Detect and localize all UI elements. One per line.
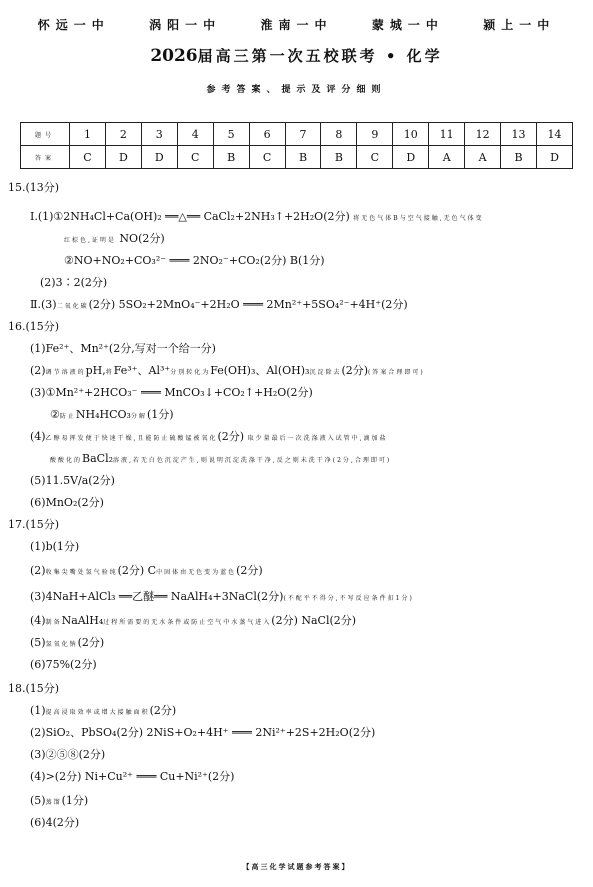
answer-note: 氢氧化钠 [45, 641, 78, 648]
answer-note: 分解 [130, 413, 147, 420]
page-subtitle: 参考答案、提示及评分细则 [206, 85, 387, 95]
answer-note: 酸酸化的 [50, 457, 83, 464]
answer-note: (不配平不得分,不写反应条件扣1分) [283, 595, 414, 602]
answer-text: NaAlH₄ [61, 614, 104, 627]
answer-note: 调节溶液的 [45, 369, 86, 376]
question-number: 14 [536, 123, 572, 146]
answer-text: BaCl₂ [82, 452, 114, 465]
answer-line [30, 704, 176, 720]
answer-cell: B [285, 146, 321, 169]
answer-cell: D [105, 146, 141, 169]
answer-note: 蒸馏 [45, 799, 62, 806]
row-label: 答案 [21, 146, 70, 169]
question-number: 1 [70, 123, 106, 146]
answer-line [30, 590, 414, 606]
answer-line: (6)MnO₂(2分) [30, 496, 104, 509]
answer-text: (2分) C [117, 564, 157, 577]
answer-line [30, 564, 263, 580]
answer-text: Ⅰ.(1)①2NH₄Cl+Ca(OH)₂ ══△══ CaCl₂+2NH₃↑+2H₂O(2分) [30, 210, 350, 223]
answer-text: (3)4NaH+AlCl₃ ══乙醚══ NaAlH₄+3NaCl(2分) [30, 590, 284, 603]
answer-line: (1)b(1分) [30, 540, 80, 553]
answer-line: (2)SiO₂、PbSO₄(2分) 2NiS+O₂+4H⁺ ═══ 2Ni²⁺+2S+2H₂O(2分) [30, 726, 376, 739]
question-number: 8 [321, 123, 357, 146]
answer-text: (5) [30, 636, 46, 649]
answer-text: (2) [30, 564, 46, 577]
school-name: 涡阳一中 [149, 18, 222, 32]
table-row [21, 123, 573, 146]
answer-text: Ⅱ.(3) [30, 298, 57, 311]
answer-line: (6)4(2分) [30, 816, 80, 829]
answer-text: (2分) [149, 704, 177, 717]
answer-line: (4)>(2分) Ni+Cu²⁺ ═══ Cu+Ni²⁺(2分) [30, 770, 235, 783]
answer-text: ② [50, 408, 60, 421]
answer-text: (2分) [77, 636, 105, 649]
question-number: 12 [465, 123, 501, 146]
answer-cell: D [141, 146, 177, 169]
answer-note: 提高浸取效率或增大接触面积 [45, 709, 150, 716]
school-name: 蒙城一中 [371, 18, 444, 32]
answer-line [64, 232, 165, 248]
answer-text: Fe(OH)₃、Al(OH)₃ [210, 364, 310, 377]
answer-cell: B [321, 146, 357, 169]
answer-line [30, 298, 408, 314]
answer-line [30, 636, 104, 652]
answer-note: 制备 [45, 619, 62, 626]
answer-text: (1分) [146, 408, 174, 421]
answer-text: (2) [30, 364, 46, 377]
answer-text: (1分) [61, 794, 89, 807]
answer-text: (4) [30, 430, 46, 443]
answer-note: (答案合理即可) [368, 369, 425, 376]
answer-note: 将 [105, 369, 114, 376]
school-name: 颍上一中 [483, 18, 556, 32]
title-text: 届高三第一次五校联考 • 化学 [197, 47, 443, 65]
school-name: 淮南一中 [260, 18, 333, 32]
question-number: 11 [429, 123, 465, 146]
answer-note: 收集尖嘴处氢气验纯 [45, 569, 118, 576]
answer-line [50, 452, 391, 468]
question-header: 15.(13分) [8, 181, 60, 194]
page-footer: 【高三化学试题参考答案】 [242, 862, 351, 871]
answer-note: 分别转化为 [170, 369, 211, 376]
answer-note: 乙醇易挥发便于快速干燥,且能防止硫酸锰被氧化 [45, 435, 218, 442]
answer-text: (4) [30, 614, 46, 627]
question-number: 10 [393, 123, 429, 146]
page-title [0, 45, 593, 66]
answer-line [30, 210, 484, 226]
answer-cell: B [501, 146, 537, 169]
answer-line: ②NO+NO₂+CO₃²⁻ ═══ 2NO₂⁻+CO₂(2分) B(1分) [64, 254, 325, 267]
title-year: 2026 [150, 46, 198, 66]
answer-line [30, 364, 425, 380]
table-row [21, 146, 573, 169]
answer-line: (2)3∶2(2分) [40, 276, 108, 289]
answer-line: (3)②⑤⑧(2分) [30, 748, 106, 761]
answer-cell: C [70, 146, 106, 169]
answer-line [30, 614, 356, 630]
answer-note: 溶液,若无白色沉淀产生,则说明沉淀洗涤干净,反之则未洗干净 [113, 457, 333, 464]
answer-cell: C [357, 146, 393, 169]
answer-note: 红棕色,证明是 [64, 237, 116, 244]
question-header: 18.(15分) [8, 682, 60, 695]
answer-text: (5) [30, 794, 46, 807]
answer-table [20, 122, 573, 169]
answer-line [50, 408, 174, 424]
row-label: 题号 [21, 123, 70, 146]
question-number: 9 [357, 123, 393, 146]
answer-text: (2分) [341, 364, 369, 377]
answer-line: (3)①Mn²⁺+2HCO₃⁻ ═══ MnCO₃↓+CO₂↑+H₂O(2分) [30, 386, 313, 399]
answer-cell: A [429, 146, 465, 169]
answer-cell: D [536, 146, 572, 169]
answer-line: (6)75%(2分) [30, 658, 97, 671]
question-number: 4 [177, 123, 213, 146]
question-header: 17.(15分) [8, 518, 60, 531]
answer-note: (2分,合理即可) [332, 457, 392, 464]
answer-line [30, 794, 88, 810]
answer-cell: C [249, 146, 285, 169]
answer-line [30, 430, 388, 446]
answer-note: 取少量最后一次洗涤液入试管中,滴加盐 [247, 435, 388, 442]
answer-text: pH, [85, 364, 106, 377]
answer-cell: A [465, 146, 501, 169]
answer-line: (1)Fe²⁺、Mn²⁺(2分,写对一个给一分) [30, 342, 216, 355]
question-number: 13 [501, 123, 537, 146]
answer-note: 防止 [59, 413, 76, 420]
question-number: 5 [213, 123, 249, 146]
answer-cell: C [177, 146, 213, 169]
answer-text: (1) [30, 704, 46, 717]
answer-text: (2分) NaCl(2分) [271, 614, 357, 627]
answer-note: 将无色气体B与空气接触,无色气体变 [353, 215, 484, 222]
answer-line: (5)11.5V/a(2分) [30, 474, 115, 487]
question-number: 6 [249, 123, 285, 146]
answer-text: NH₄HCO₃ [75, 408, 131, 421]
answer-text: (2分) 5SO₂+2MnO₄⁻+2H₂O ═══ 2Mn²⁺+5SO₄²⁻+4H⁺(2分) [88, 298, 408, 311]
answer-cell: D [393, 146, 429, 169]
answer-note: 过程所需要的无水条件或防止空气中水蒸气进入 [103, 619, 272, 626]
answer-text: Fe³⁺、Al³⁺ [113, 364, 171, 377]
question-number: 3 [141, 123, 177, 146]
answer-note: 二氧化碳 [56, 303, 89, 310]
answer-note: 沉淀除去 [309, 369, 342, 376]
question-number: 2 [105, 123, 141, 146]
answer-note: 中固体由无色变为蓝色 [156, 569, 237, 576]
answer-text: (2分) [217, 430, 245, 443]
answer-text: NO(2分) [119, 232, 165, 245]
answer-cell: B [213, 146, 249, 169]
question-header: 16.(15分) [8, 320, 60, 333]
answer-text: (2分) [236, 564, 263, 577]
school-names [0, 16, 593, 33]
school-name: 怀远一中 [37, 18, 110, 32]
question-number: 7 [285, 123, 321, 146]
